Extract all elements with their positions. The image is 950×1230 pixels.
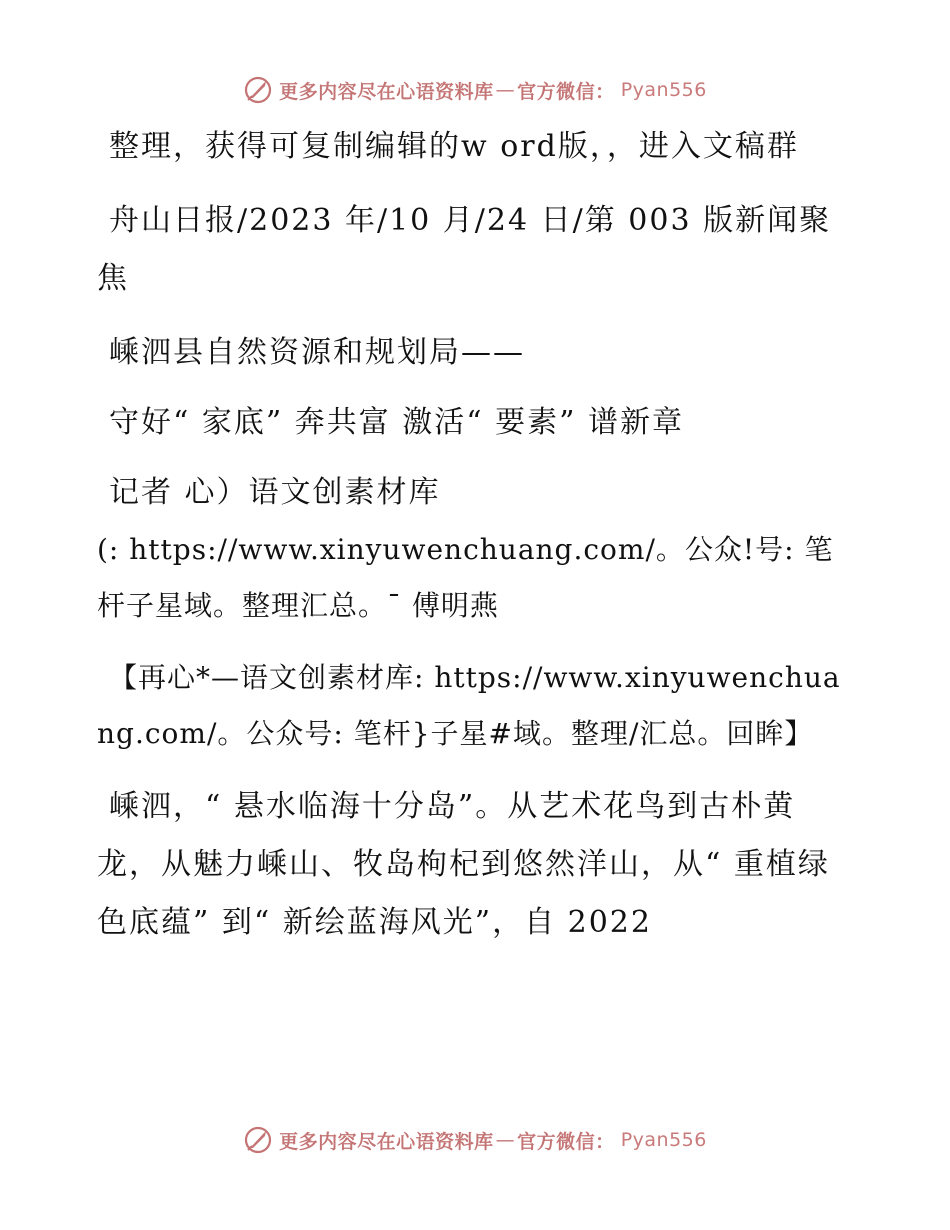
paragraph-reporter: 记者 心）语文创素材库 bbox=[109, 475, 441, 510]
header-watermark bbox=[0, 70, 950, 110]
paragraph-source-note: (: https://www.xinyuwenchuang.com/。公众!号: 笔杆子星域。整理汇总。¯ 傅明燕 bbox=[97, 533, 834, 622]
paragraph-department: 嵊泗县自然资源和规划局—— bbox=[109, 335, 525, 370]
watermark-official: 官方微信： bbox=[517, 1130, 615, 1153]
document-body bbox=[97, 118, 857, 952]
article-headline: 守好“ 家底” 奔共富 激活“ 要素” 谱新章 bbox=[109, 405, 685, 440]
watermark-text: 更多内容尽在心语资料库 bbox=[279, 80, 494, 103]
watermark-dash: — bbox=[495, 1129, 516, 1151]
quill-circle-icon bbox=[243, 75, 273, 105]
paragraph-body: 嵊泗，“ 悬水临海十分岛”。从艺术花鸟到古朴黄龙，从魅力嵊山、牧岛枸杞到悠然洋山，从“ 重植绿色底蕴” 到“ 新绘蓝海风光”，自 2022 bbox=[97, 789, 830, 940]
footer-watermark bbox=[0, 1120, 950, 1160]
quill-circle-icon bbox=[243, 1125, 273, 1155]
watermark-official: 官方微信： bbox=[517, 80, 615, 103]
paragraph-source: 舟山日报/2023 年/10 月/24 日/第 003 版新闻聚焦 bbox=[97, 203, 832, 296]
watermark-wechat-id: Pyan556 bbox=[620, 79, 707, 101]
paragraph-intro: 整理，获得可复制编辑的w ord版，，进入文稿群 bbox=[109, 129, 799, 164]
paragraph-bracket-note: 【再心*—语文创素材库: https://www.xinyuwenchuang.com/。公众号: 笔杆}子星#域。整理/汇总。回眸】 bbox=[97, 661, 841, 750]
watermark-text: 更多内容尽在心语资料库 bbox=[279, 1130, 494, 1153]
watermark-dash: — bbox=[495, 79, 516, 101]
watermark-wechat-id: Pyan556 bbox=[620, 1129, 707, 1151]
